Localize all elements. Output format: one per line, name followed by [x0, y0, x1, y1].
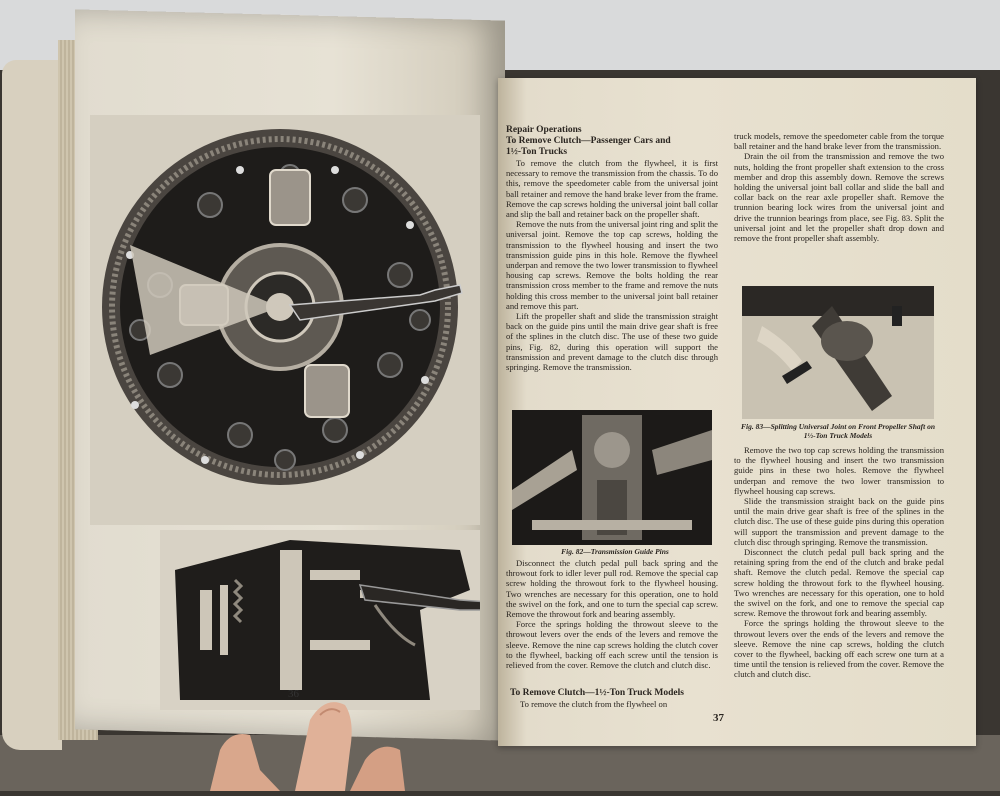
fig-82-caption: Fig. 82—Transmission Guide Pins: [561, 547, 669, 556]
paragraph: Drain the oil from the transmission and remove the two nuts, holding the front propeller shaft extension to the cross member and drop this assembly down. Remove the screws holding the universal joint ball collar and slide the ball and collar back on the rear axle propeller shaft. Remove the trunnion bearing lock wires from the universal joint and drive the trunnion bearings from place, see Fig. 83. Split the universal joint and let the propeller shaft drop down and remove the front propeller shaft assembly.: [734, 151, 944, 244]
fig-83-caption: Fig. 83—Splitting Universal Joint on Front Propeller Shaft on 1½-Ton Truck Models: [741, 422, 935, 440]
section-heading-line: Repair Operations: [506, 125, 582, 135]
paragraph: Slide the transmission straight back on the guide pins until the main drive gear shaft is free of the splines in the clutch disc. The use of these guide pins during this operation will support the transmission and prevent damage to the clutch disc through springing. Remove the transmission.: [734, 496, 944, 547]
right-page-column-2: [734, 131, 944, 243]
paragraph: Remove the nuts from the universal joint ring and split the universal joint. Remove the top cap screws, holding the transmission to the flywheel housing and insert the two transmission guide pins in this hole. Remove the flywheel underpan and remove the two lower transmission to flywheel housing cap screws. Remove the bolts holding the rear transmission cross member to the frame and remove the nuts holding this cross member to the universal joint ball retainer and remove this part.: [506, 219, 718, 311]
paragraph: Force the springs holding the throwout sleeve to the throwout levers over the ends of the levers and remove the sleeve. Remove the nine cap screws, holding the clutch cover to the flywheel, backing off each screw one turn at a time until the tension is relieved from the cover. Remove the clutch and clutch disc.: [734, 618, 944, 680]
left-page-number: 36: [288, 688, 299, 700]
paragraph: truck models, remove the speedometer cable from the torque ball retainer and the hand brake lever from the transmission.: [734, 131, 944, 152]
fig-82-photo: [512, 410, 712, 545]
clutch-cross-section-photo: [160, 530, 480, 710]
book-back-cover: [2, 60, 62, 750]
section-heading-truck: To Remove Clutch—1½-Ton Truck Models: [510, 688, 684, 698]
hand-holding-book: [120, 690, 440, 791]
paragraph: Force the springs holding the throwout sleeve to the throwout levers over the ends of the levers and remove the sleeve. Remove the nine cap screws holding the clutch cover to the flywheel, backing off each screw until the tension is relieved from the cover. Remove the clutch and clutch disc.: [506, 619, 718, 671]
fig-83-photo: [742, 286, 934, 419]
clutch-assembly-photo: [90, 115, 480, 525]
paragraph-start: To remove the clutch from the flywheel on: [520, 699, 668, 709]
right-page-column-1: [506, 125, 718, 372]
paragraph: Remove the two top cap screws holding the transmission to the flywheel housing and insert the two transmission guide pins in these two holes. Remove the flywheel underpan and remove the two lower transmission to flywheel housing cap screws.: [734, 445, 944, 496]
paragraph: To remove the clutch from the flywheel, it is first necessary to remove the transmission from the chassis. To do this, remove the speedometer cable from the universal joint ball retainer and remove the hand brake lever from the frame. Remove the cap screws holding the universal joint ball collar and slip the ball and retainer back on the propeller shaft.: [506, 158, 718, 220]
paragraph: Lift the propeller shaft and slide the transmission straight back on the guide pins until the main drive gear shaft is free of the splines in the clutch disc. The use of these two guide pins, Fig. 82, during this operation will support the transmission and prevent damage to the clutch disc through springing. Remove the transmission.: [506, 311, 718, 373]
paragraph: Disconnect the clutch pedal pull back spring and the throwout fork to idler lever pull rod. Remove the special cap screw holding the throwout fork to the flywheel housing. Two wrenches are necessary for this operation, one to hold the swivel on the fork, and one to turn the special cap screw. Remove the throwout fork and bearing assembly.: [506, 558, 718, 620]
section-heading-line: 1½-Ton Trucks: [506, 147, 568, 157]
right-page-column-1-lower: [506, 558, 718, 670]
section-heading-line: To Remove Clutch—Passenger Cars and: [506, 136, 671, 146]
paragraph: Disconnect the clutch pedal pull back spring and the retaining spring from the end of the clutch and brake pedal shaft. Remove the clutch pedal. Remove the special cap screw holding the throwout fork to the flywheel housing. Two wrenches are necessary for this operation, one to hold the swivel on the fork, and one to remove the special cap screw. Remove the throwout fork and bearing assembly.: [734, 547, 944, 619]
right-page-column-2-lower: [734, 445, 944, 680]
right-page-number: 37: [713, 712, 724, 724]
